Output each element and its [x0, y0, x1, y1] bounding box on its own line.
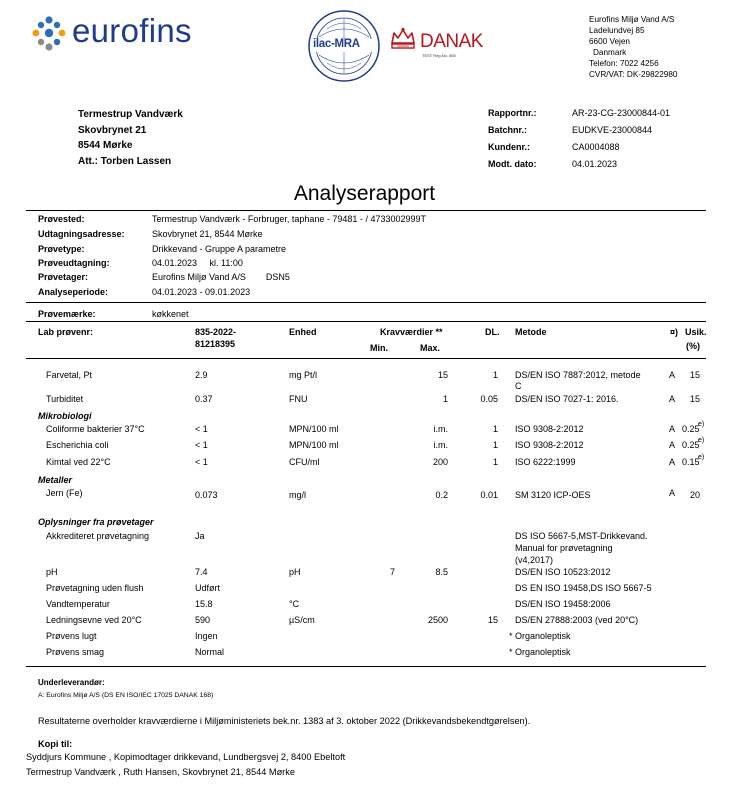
- sampling-time-value: 04.01.2023 kl. 11:00: [152, 258, 243, 268]
- col-unit: Enhed: [289, 327, 317, 337]
- param-result: 590: [195, 615, 211, 625]
- param-min: 7: [389, 567, 395, 577]
- param-result: < 1: [195, 440, 208, 450]
- param-name: Prøvetagning uden flush: [46, 583, 144, 593]
- received-date-value: 04.01.2023: [572, 159, 618, 169]
- param-dl: 1: [492, 370, 498, 380]
- param-result: Udført: [195, 583, 221, 593]
- eurofins-wordmark: eurofins: [72, 12, 192, 49]
- section-heading: Metaller: [38, 475, 73, 485]
- divider: [26, 210, 706, 211]
- param-uncertainty: 15: [689, 394, 700, 404]
- param-max: i.m.: [433, 440, 448, 450]
- danak-logo: [390, 25, 500, 65]
- col-uncertainty: (%): [686, 341, 700, 351]
- param-method: DS/EN ISO 10523:2012: [515, 567, 611, 577]
- sampling-time-label: Prøveudtagning:: [38, 258, 110, 268]
- param-dl: 1: [492, 457, 498, 467]
- param-uncertainty: 20: [689, 490, 700, 500]
- batch-no-value: EUDKVE-23000844: [572, 125, 653, 135]
- recipient-line: Att.: Torben Lassen: [78, 155, 172, 167]
- customer-no-label: Kundenr.:: [488, 142, 530, 152]
- param-name: Kimtal ved 22°C: [46, 457, 111, 467]
- danak-wordmark: DANAK: [420, 31, 483, 52]
- recipient-address: [78, 107, 183, 169]
- sample-mark-label: Prøvemærke:: [38, 309, 96, 319]
- param-unit: pH: [289, 567, 301, 577]
- footnote-mark: e): [698, 421, 705, 428]
- divider: [26, 321, 706, 322]
- param-flag: A: [669, 394, 676, 404]
- col-lab-sample: Lab prøvenr:: [38, 327, 94, 337]
- param-method: ISO 9308-2:2012: [515, 424, 584, 434]
- lab-address-line: Danmark: [593, 48, 627, 57]
- report-no-value: AR-23-CG-23000844-01: [572, 108, 671, 118]
- param-method: ISO 6222:1999: [515, 457, 576, 467]
- param-result: 0.37: [195, 394, 213, 404]
- eurofins-dots-icon: [30, 16, 68, 56]
- param-name: Ledningsevne ved 20°C: [46, 615, 142, 625]
- report-title: Analyserapport: [293, 182, 436, 205]
- report-no-label: Rapportnr.:: [488, 108, 537, 118]
- param-uncertainty: 0.25: [682, 440, 700, 450]
- param-uncertainty: 15: [689, 370, 700, 380]
- param-name: Coliforme bakterier 37°C: [46, 424, 145, 434]
- copy-to-line: Syddjurs Kommune , Kopimodtager drikkevand, Lundbergsvej 2, 8400 Ebeltoft: [26, 752, 346, 762]
- param-method: DS EN ISO 19458,DS ISO 5667-5: [515, 583, 652, 593]
- lab-address-line: 6600 Vejen: [589, 37, 630, 46]
- col-method: Metode: [515, 327, 547, 337]
- param-method: Manual for prøvetagning: [515, 543, 613, 553]
- footnote-mark: e): [698, 454, 705, 461]
- param-flag: A: [669, 424, 676, 434]
- col-flag: ¤): [670, 327, 679, 337]
- param-uncertainty: 0.15: [682, 457, 700, 467]
- divider: [26, 302, 706, 303]
- sample-location-value: Termestrup Vandværk - Forbruger, taphane - 79481 - / 4733002999T: [152, 214, 426, 224]
- lab-address-line: Telefon: 7022 4256: [589, 59, 659, 68]
- lab-address-line: CVR/VAT: DK-29822980: [589, 70, 678, 79]
- copy-to-line: Termestrup Vandværk , Ruth Hansen, Skovbrynet 21, 8544 Mørke: [26, 767, 295, 777]
- param-result: 0.073: [195, 490, 218, 500]
- param-unit: FNU: [289, 394, 308, 404]
- analysis-period-value: 04.01.2023 - 09.01.2023: [152, 287, 251, 297]
- crown-icon: [390, 27, 416, 51]
- param-result: < 1: [195, 424, 208, 434]
- param-name: Vandtemperatur: [46, 599, 110, 609]
- sampler-value: Eurofins Miljø Vand A/S DSN5: [152, 272, 290, 282]
- param-name: Farvetal, Pt: [46, 370, 93, 380]
- ilac-mra-text: ilac-MRA: [313, 38, 360, 50]
- param-unit: °C: [289, 599, 300, 609]
- section-heading: Mikrobiologi: [38, 411, 92, 421]
- param-dl: 15: [487, 615, 498, 625]
- recipient-line: 8544 Mørke: [78, 140, 133, 151]
- param-name: Prøvens smag: [46, 647, 105, 657]
- param-name: Escherichia coli: [46, 440, 109, 450]
- divider: [26, 358, 706, 359]
- param-method: DS/EN 27888:2003 (ved 20°C): [515, 615, 639, 625]
- param-flag: A: [669, 440, 676, 450]
- param-method: DS ISO 5667-5,MST-Drikkevand.: [515, 531, 648, 541]
- param-name: Jern (Fe): [46, 488, 83, 498]
- param-name: Turbiditet: [46, 394, 84, 404]
- param-dl: 1: [492, 440, 498, 450]
- col-dl: DL.: [485, 327, 500, 337]
- param-dl: 1: [492, 424, 498, 434]
- sample-mark-value: køkkenet: [152, 309, 189, 319]
- param-flag: A: [669, 488, 676, 498]
- sample-type-value: Drikkevand - Gruppe A parametre: [152, 244, 287, 254]
- param-flag: A: [669, 370, 676, 380]
- param-max: 1: [442, 394, 448, 404]
- recipient-line: Termestrup Vandværk: [78, 109, 183, 120]
- param-name: pH: [46, 567, 58, 577]
- subcontractor-text: A: Eurofins Miljø A/S (DS EN ISO/IEC 17025 DANAK 168): [38, 692, 214, 699]
- subcontractor-label: Underleverandør:: [38, 678, 105, 687]
- param-result: < 1: [195, 457, 208, 467]
- param-method: SM 3120 ICP-OES: [515, 490, 591, 500]
- param-unit: µS/cm: [289, 615, 315, 625]
- param-max: 200: [432, 457, 448, 467]
- danak-reg-no: TEST Reg.No. 555: [422, 53, 456, 58]
- lab-address: [589, 14, 677, 80]
- param-method: DS/EN ISO 19458:2006: [515, 599, 611, 609]
- sample-type-label: Prøvetype:: [38, 244, 85, 254]
- sampler-label: Prøvetager:: [38, 272, 89, 282]
- param-max: 15: [437, 370, 448, 380]
- param-result: Normal: [195, 647, 225, 657]
- param-result: 2.9: [195, 370, 208, 380]
- customer-no-value: CA0004088: [572, 142, 620, 152]
- col-uncertainty: Usik.: [685, 327, 707, 337]
- param-method: C: [515, 381, 522, 391]
- sampling-address-label: Udtagningsadresse:: [38, 229, 125, 239]
- section-heading: Oplysninger fra prøvetager: [38, 517, 154, 527]
- param-method: DS/EN ISO 7027-1: 2016.: [515, 394, 619, 404]
- footnote-mark: e): [698, 437, 705, 444]
- recipient-line: Skovbrynet 21: [78, 124, 147, 136]
- param-uncertainty: 0.25: [682, 424, 700, 434]
- param-result: Ingen: [195, 631, 218, 641]
- eurofins-logo: [30, 14, 210, 54]
- param-unit: MPN/100 ml: [289, 440, 339, 450]
- ilac-mra-seal: [307, 9, 381, 83]
- col-max: Max.: [420, 343, 441, 353]
- conclusion-text: Resultaterne overholder kravværdierne i Miljøministeriets bek.nr. 1383 af 3. oktober 2022 (Drikkevandsbekendtgørelsen).: [38, 716, 531, 726]
- param-name: Akkrediteret prøvetagning: [46, 531, 150, 541]
- analysis-period-label: Analyseperiode:: [38, 287, 109, 297]
- param-dl: 0.01: [480, 490, 498, 500]
- col-sample-no: 835-2022-: [195, 327, 237, 337]
- divider: [26, 666, 706, 667]
- param-method: DS/EN ISO 7887:2012, metode: [515, 370, 641, 380]
- param-unit: MPN/100 ml: [289, 424, 339, 434]
- param-unit: mg/l: [289, 490, 307, 500]
- param-result: 15.8: [195, 599, 213, 609]
- copy-to-label: Kopi til:: [38, 739, 73, 749]
- param-unit: CFU/ml: [289, 457, 320, 467]
- param-max: 2500: [427, 615, 448, 625]
- sampling-address-value: Skovbrynet 21, 8544 Mørke: [152, 229, 263, 239]
- col-sample-no: 81218395: [195, 339, 236, 349]
- param-method: ISO 9308-2:2012: [515, 440, 584, 450]
- lab-address-line: Ladelundvej 85: [589, 26, 645, 35]
- param-result: 7.4: [195, 567, 208, 577]
- param-name: Prøvens lugt: [46, 631, 97, 641]
- sample-location-label: Prøvested:: [38, 214, 85, 224]
- batch-no-label: Batchnr.:: [488, 125, 528, 135]
- param-method: * Organoleptisk: [509, 631, 571, 641]
- col-limits: Kravværdier **: [380, 327, 443, 337]
- lab-address-line: Eurofins Miljø Vand A/S: [589, 15, 675, 24]
- param-unit: mg Pt/l: [289, 370, 318, 380]
- param-method: * Organoleptisk: [509, 647, 571, 657]
- received-date-label: Modt. dato:: [488, 159, 537, 169]
- param-max: 0.2: [435, 490, 448, 500]
- param-result: Ja: [195, 531, 205, 541]
- param-max: i.m.: [433, 424, 448, 434]
- param-flag: A: [669, 457, 676, 467]
- col-min: Min.: [370, 343, 388, 353]
- param-max: 8.5: [435, 567, 448, 577]
- param-dl: 0.05: [480, 394, 498, 404]
- param-method: (v4,2017): [515, 555, 554, 565]
